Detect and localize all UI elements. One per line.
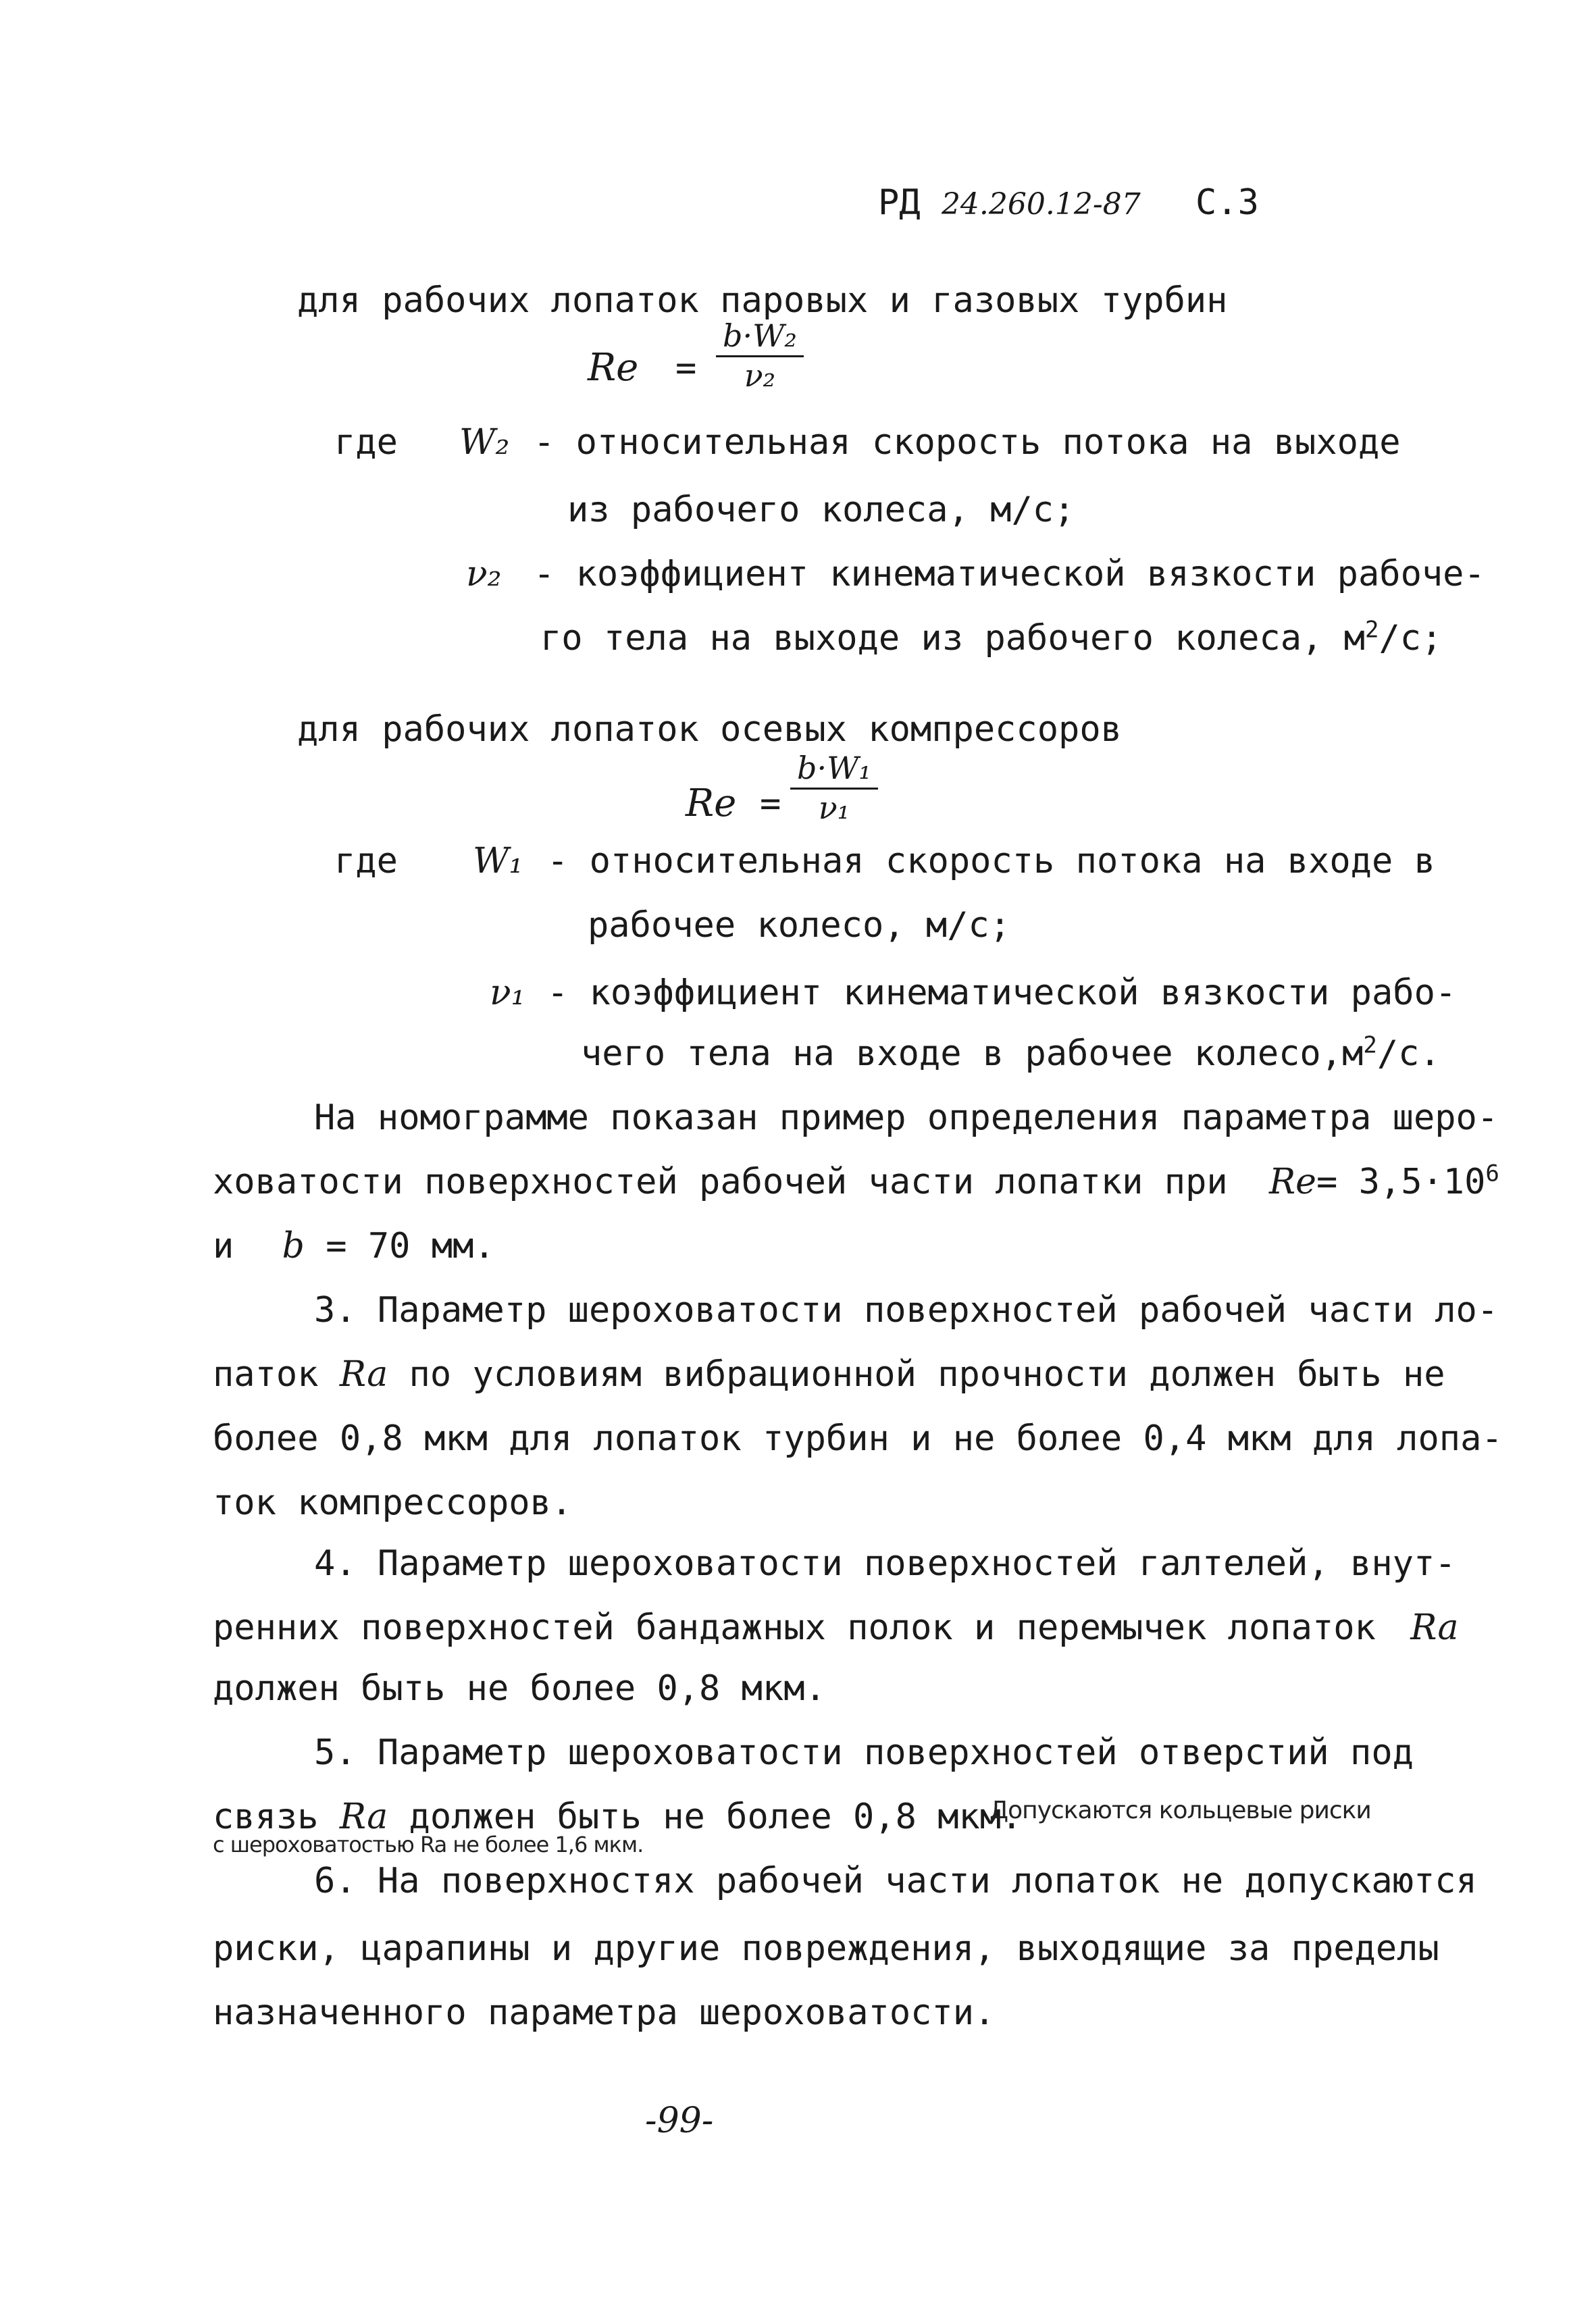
page-label: С.3 <box>1195 182 1259 223</box>
var-w1-desc-line2: рабочее колесо, м/с; <box>588 905 1011 946</box>
formula-lhs: Re <box>686 781 737 825</box>
nomogram-line3 <box>213 1226 495 1266</box>
item4-line3: должен быть не более 0,8 мкм. <box>213 1668 826 1709</box>
item3-line2-b: по условиям вибрационной прочности должен быть не <box>409 1354 1445 1395</box>
item3-line1: 3. Параметр шероховатости поверхностей рабочей части ло- <box>314 1290 1499 1331</box>
item3-line4: ток компрессоров. <box>213 1483 573 1523</box>
var-w2-desc-line2: из рабочего колеса, м/с; <box>567 490 1075 530</box>
item5-line2 <box>213 1797 1022 1837</box>
formula-numerator: b·W₂ <box>716 317 804 357</box>
doc-code-prefix: РД <box>878 182 921 223</box>
var-nu2-desc-line1: - коэффициент кинематической вязкости рабоче- <box>534 554 1485 594</box>
item6-line3: назначенного параметра шероховатости. <box>213 1992 996 2033</box>
var-w1-symbol: W₁ <box>473 841 523 881</box>
var-w2-desc-line1: - относительная скорость потока на выходе <box>534 422 1401 463</box>
turbines-intro: для рабочих лопаток паровых и газовых турбин <box>297 280 1228 321</box>
var-nu1-desc-line2 <box>581 1033 1441 1074</box>
nomogram-line2 <box>213 1162 1499 1202</box>
where-label: где <box>334 841 398 881</box>
var-nu2-symbol: ν₂ <box>466 554 502 594</box>
item5-line1: 5. Параметр шероховатости поверхностей отверстий под <box>314 1732 1414 1773</box>
formula-eq: = <box>675 348 697 388</box>
doc-code <box>878 182 1141 225</box>
b-value: = 70 мм. <box>326 1226 495 1266</box>
item4-line2 <box>213 1608 1459 1648</box>
formula-denominator: ν₁ <box>818 790 850 826</box>
var-w2-symbol: W₂ <box>459 422 510 463</box>
formula-denominator: ν₂ <box>744 357 776 394</box>
handwritten-note-line2: с шероховатостью Ra не более 1,6 мкм. <box>213 1832 644 1857</box>
item3-line3: более 0,8 мкм для лопаток турбин и не более 0,4 мкм для лопа- <box>213 1418 1503 1459</box>
ra-symbol: Ra <box>339 1797 388 1837</box>
item3-line2 <box>213 1354 1445 1395</box>
ra-symbol: Ra <box>1410 1608 1459 1648</box>
formula-numerator: b·W₁ <box>790 750 878 790</box>
item4-line1: 4. Параметр шероховатости поверхностей галтелей, внут- <box>314 1543 1456 1584</box>
item4-line2-a: ренних поверхностей бандажных полок и перемычек лопаток <box>213 1608 1376 1648</box>
re-symbol: Re <box>1269 1162 1316 1202</box>
item6-line2: риски, царапины и другие повреждения, выходящие за пределы <box>213 1928 1439 1969</box>
item3-line2-a: паток <box>213 1354 319 1395</box>
re-exponent: 6 <box>1485 1160 1499 1187</box>
var-nu1-symbol: ν₁ <box>490 973 525 1013</box>
var-nu1-desc-line1: - коэффициент кинематической вязкости рабо- <box>547 973 1457 1013</box>
page-number: -99- <box>645 2101 714 2141</box>
formula-eq: = <box>760 783 781 824</box>
nomogram-line1: На номограмме показан пример определения параметра шеро- <box>314 1098 1499 1138</box>
item6-line1: 6. На поверхностях рабочей части лопаток не допускаются <box>314 1861 1477 1901</box>
ra-symbol: Ra <box>339 1354 388 1395</box>
doc-code-number: 24.260.12-87 <box>941 187 1141 222</box>
item5-line2-a: связь <box>213 1797 319 1837</box>
nomogram-line2-text: ховатости поверхностей рабочей части лопатки при <box>213 1162 1228 1202</box>
var-nu2-line2-text: го тела на выходе из рабочего колеса, м <box>540 618 1365 659</box>
var-nu1-unit-tail: /с. <box>1376 1033 1441 1074</box>
var-nu1-unit-sup: 2 <box>1363 1031 1377 1059</box>
b-symbol: b <box>282 1226 305 1266</box>
handwritten-note-line1: Допускаются кольцевые риски <box>989 1797 1371 1824</box>
nomogram-line3-and: и <box>213 1226 234 1266</box>
formula-fraction <box>790 750 878 826</box>
var-nu2-unit-sup: 2 <box>1364 616 1379 644</box>
formula-lhs: Re <box>588 346 639 390</box>
re-value: = 3,5·10 <box>1316 1162 1486 1202</box>
var-nu2-desc-line2 <box>540 618 1442 659</box>
var-nu1-line2-text: чего тела на входе в рабочее колесо,м <box>581 1033 1364 1074</box>
formula-fraction <box>716 317 804 394</box>
item5-line2-b: должен быть не более 0,8 мкм. <box>409 1797 1023 1837</box>
compressors-intro: для рабочих лопаток осевых компрессоров <box>297 709 1122 750</box>
var-w1-desc-line1: - относительная скорость потока на входе в <box>547 841 1435 881</box>
where-label: где <box>334 422 398 463</box>
var-nu2-unit-tail: /с; <box>1379 618 1443 659</box>
